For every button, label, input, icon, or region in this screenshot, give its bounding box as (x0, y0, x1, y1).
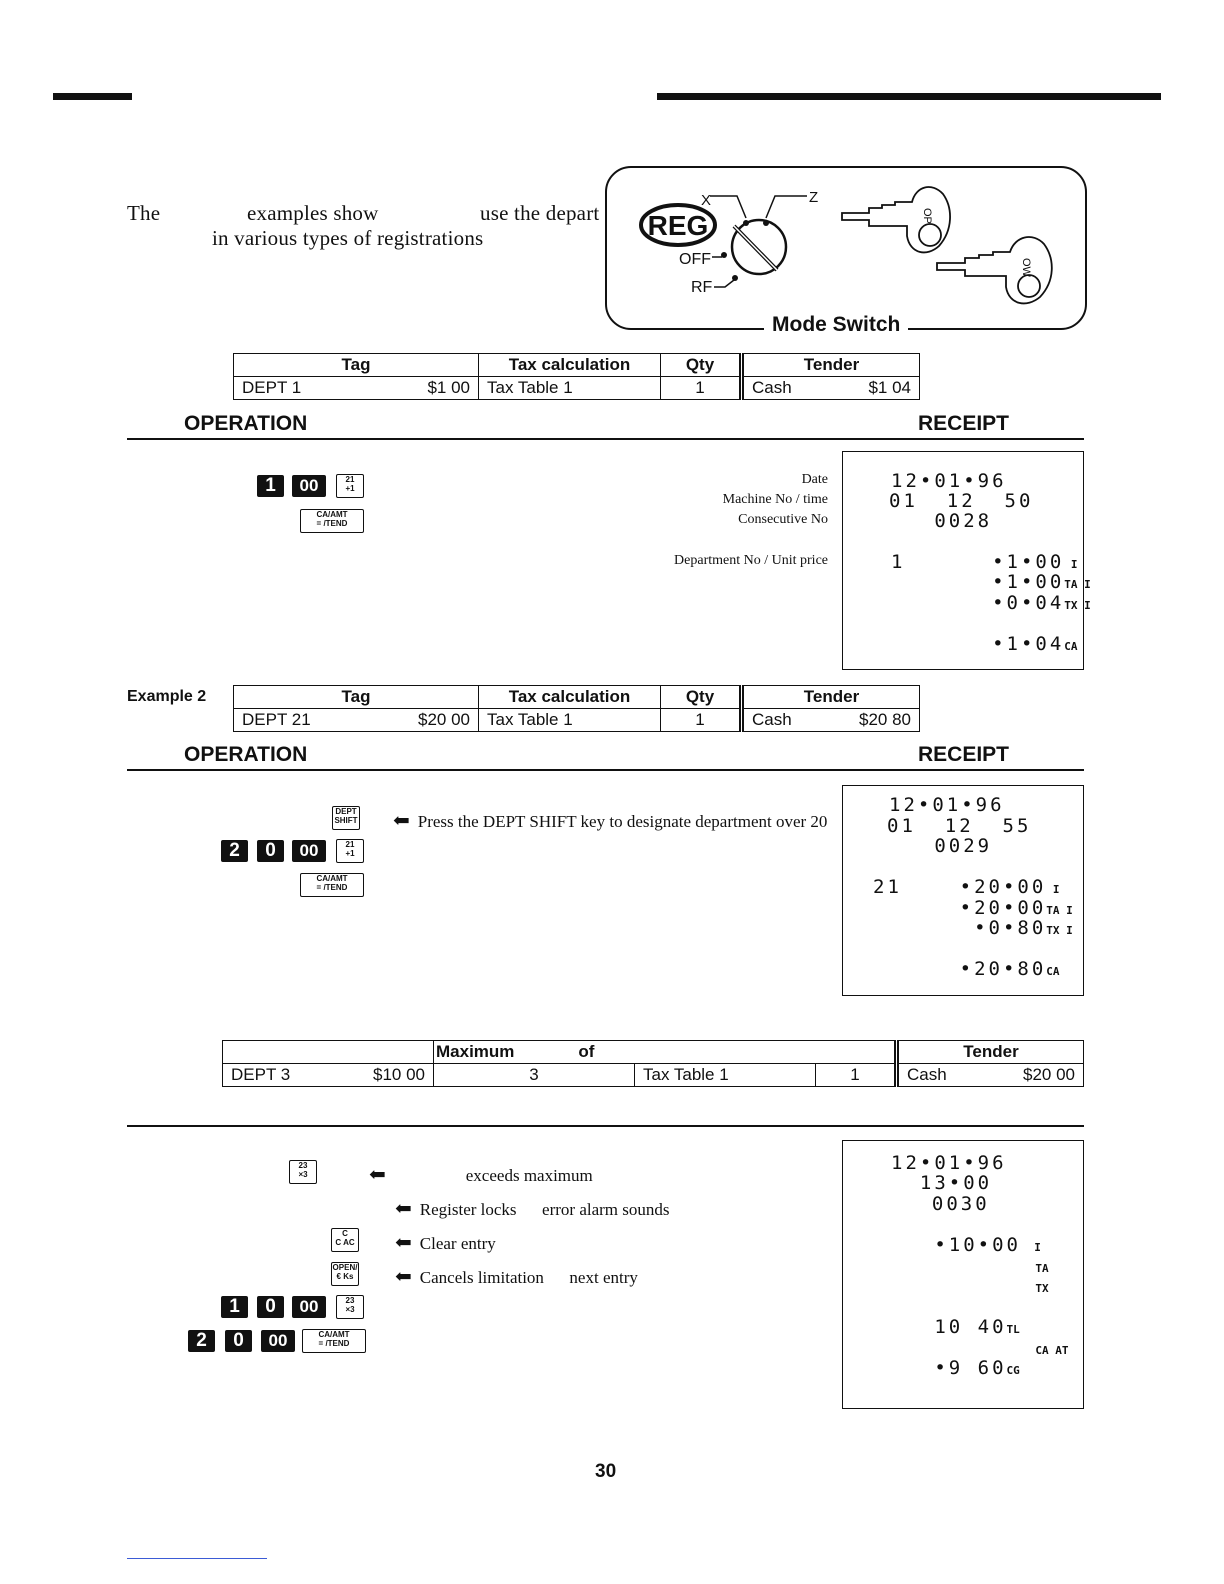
ex3-limit: 3 (434, 1064, 635, 1087)
left-arrow-icon: ⬅ (369, 1164, 386, 1186)
dept-1-key-icon: 21 +1 (336, 839, 364, 863)
example3-spec-table (222, 1040, 1084, 1087)
ex3-receipt-taxable: TA (1035, 1262, 1049, 1275)
ex1-receipt-consecutive: 0028 (891, 510, 993, 532)
header-rule-left (53, 93, 132, 100)
footer-rule (127, 1558, 267, 1559)
ex3-note-exceeds: ⬅ exceeds maximum (369, 1164, 593, 1186)
ex1-tender-amount: $1 04 (868, 378, 911, 397)
key-00: 00 (292, 475, 326, 497)
ex2-note-dept-shift: ⬅ Press the DEPT SHIFT key to designate department over 20 (393, 810, 828, 832)
ex2-qty: 1 (661, 709, 742, 732)
ex2-receipt-tax: •0•80TX I (873, 917, 1073, 939)
dept-1-key-icon: 21 +1 (336, 474, 364, 498)
ex2-header-tender: Tender (742, 686, 920, 709)
key-2: 2 (188, 1330, 215, 1352)
key-op-label: OP (921, 208, 933, 224)
example3-receipt (842, 1140, 1084, 1409)
example2-receipt (842, 785, 1084, 996)
ex3-receipt-time: 13•00 (891, 1172, 993, 1194)
ex3-receipt-consecutive: 0030 (903, 1193, 990, 1215)
ex1-receipt-tax: •0•04TX I (891, 592, 1091, 614)
key-0: 0 (257, 1296, 284, 1318)
ex3-receipt-change: •9 60CG (891, 1357, 1020, 1379)
mode-switch-drawing (607, 168, 1085, 328)
cash-amount-tend-key-icon: CA/AMT = /TEND (302, 1329, 366, 1353)
key-0: 0 (225, 1330, 252, 1352)
ex2-header-tax: Tax calculation (479, 686, 661, 709)
key-1: 1 (257, 475, 284, 497)
cash-amount-tend-key-icon: CA/AMT = /TEND (300, 509, 364, 533)
ex3-qty: 1 (816, 1064, 897, 1087)
ex3-note-clear: ⬅ Clear entry (395, 1232, 496, 1254)
ex1-receipt-time: 01 12 50 (889, 490, 1034, 512)
intro-line1-c: use the depart (480, 201, 600, 225)
mode-z-label: Z (809, 189, 819, 206)
ex1-header-tax: Tax calculation (479, 354, 661, 377)
ex1-tag-name: DEPT 1 (242, 378, 302, 397)
left-arrow-icon: ⬅ (395, 1198, 412, 1220)
ex3-section-rule (127, 1125, 1084, 1127)
header-rule-right (657, 93, 1161, 100)
ex1-receipt-date: 12•01•96 (891, 470, 1007, 492)
mode-off-label: OFF (679, 251, 711, 268)
left-arrow-icon: ⬅ (395, 1232, 412, 1254)
intro-text (127, 201, 607, 251)
ex3-tender-name: Cash (907, 1065, 947, 1084)
dept-3-key-icon: 23 ×3 (336, 1295, 364, 1319)
ex3-receipt-cash: CA AT (1035, 1344, 1069, 1357)
mode-switch-illustration (605, 166, 1087, 330)
ex2-header-qty: Qty (661, 686, 742, 709)
key-00: 00 (292, 840, 326, 862)
ex3-receipt-dept: •10•00 I (891, 1234, 1041, 1256)
ex2-section-rule (127, 769, 1084, 771)
key-0: 0 (257, 840, 284, 862)
intro-line1-b: examples show (247, 201, 379, 225)
ex2-receipt-heading: RECEIPT (918, 743, 1010, 766)
intro-line1-a: The (127, 201, 161, 225)
example2-label: Example 2 (127, 688, 207, 705)
ex3-note-locks: ⬅ Register locks error alarm sounds (395, 1198, 670, 1220)
left-arrow-icon: ⬅ (393, 810, 410, 832)
ex1-receipt-taxable: •1•00TA I (891, 571, 1091, 593)
annot-machine-no: Machine No / time (722, 492, 828, 507)
ex2-tax: Tax Table 1 (479, 709, 661, 732)
annot-date: Date (801, 472, 828, 487)
ex2-receipt-taxable: •20•00TA I (873, 897, 1073, 919)
example1-spec-table (233, 353, 920, 400)
clear-key-icon: C C AC (331, 1228, 359, 1252)
ex2-tender-amount: $20 80 (859, 710, 911, 729)
example1-receipt (842, 451, 1091, 670)
mode-x-label: X (701, 192, 712, 209)
annot-consecutive-no: Consecutive No (738, 512, 828, 527)
key-00: 00 (261, 1330, 295, 1352)
intro-line2: in various types of registrations (212, 226, 484, 250)
ex3-receipt-date: 12•01•96 (891, 1152, 1007, 1174)
key-1: 1 (221, 1296, 248, 1318)
ex2-tender-name: Cash (752, 710, 792, 729)
ex1-header-qty: Qty (661, 354, 742, 377)
ex1-receipt-dept: 1 •1•00 I (891, 551, 1078, 573)
ex1-receipt-heading: RECEIPT (918, 412, 1010, 435)
ex1-tax: Tax Table 1 (479, 377, 661, 400)
dept-3-key-icon: 23 ×3 (289, 1160, 317, 1184)
ex1-operation-heading: OPERATION (184, 412, 308, 435)
ex2-receipt-dept: 21 •20•00 I (873, 876, 1060, 898)
ex1-header-tag: Tag (234, 354, 479, 377)
ex1-header-tender: Tender (742, 354, 920, 377)
ex3-tax: Tax Table 1 (635, 1064, 816, 1087)
page-number: 30 (595, 1461, 617, 1482)
ex3-tag-name: DEPT 3 (231, 1065, 291, 1084)
key-00: 00 (292, 1296, 326, 1318)
ex1-tag-price: $1 00 (427, 378, 470, 397)
ex1-tender-name: Cash (752, 378, 792, 397)
ex3-tag-price: $10 00 (373, 1065, 425, 1084)
annot-dept-unit-price: Department No / Unit price (674, 553, 828, 568)
ex3-receipt-tax: TX (1035, 1282, 1049, 1295)
reg-label: REG (647, 210, 709, 241)
ex2-operation-heading: OPERATION (184, 743, 308, 766)
mode-rf-label: RF (691, 279, 713, 296)
left-arrow-icon: ⬅ (395, 1266, 412, 1288)
ex2-tag-name: DEPT 21 (242, 710, 311, 729)
ex2-receipt-date: 12•01•96 (889, 794, 1005, 816)
ex3-receipt-total: 10 40TL (891, 1316, 1020, 1338)
ex2-receipt-time: 01 12 55 (887, 815, 1032, 837)
ex1-qty: 1 (661, 377, 742, 400)
key-ow-label: OW (1020, 258, 1032, 277)
ex1-receipt-cash: •1•04CA (891, 633, 1078, 655)
open-key-icon: OPEN/ € Ks (331, 1262, 359, 1286)
example2-spec-table (233, 685, 920, 732)
cash-amount-tend-key-icon: CA/AMT = /TEND (300, 873, 364, 897)
ex3-tender-amount: $20 00 (1023, 1065, 1075, 1084)
ex1-section-rule (127, 438, 1084, 440)
dept-shift-key-icon: DEPT SHIFT (332, 806, 360, 830)
ex3-note-cancels: ⬅ Cancels limitation next entry (395, 1266, 638, 1288)
ex2-receipt-cash: •20•80CA (873, 958, 1060, 980)
ex3-header-tender: Tender (897, 1041, 1084, 1064)
ex2-tag-price: $20 00 (418, 710, 470, 729)
key-2: 2 (221, 840, 248, 862)
ex2-receipt-consecutive: 0029 (891, 835, 993, 857)
ex2-header-tag: Tag (234, 686, 479, 709)
ex3-header-maximum: Maximum of (434, 1041, 897, 1064)
mode-switch-caption: Mode Switch (764, 313, 908, 337)
